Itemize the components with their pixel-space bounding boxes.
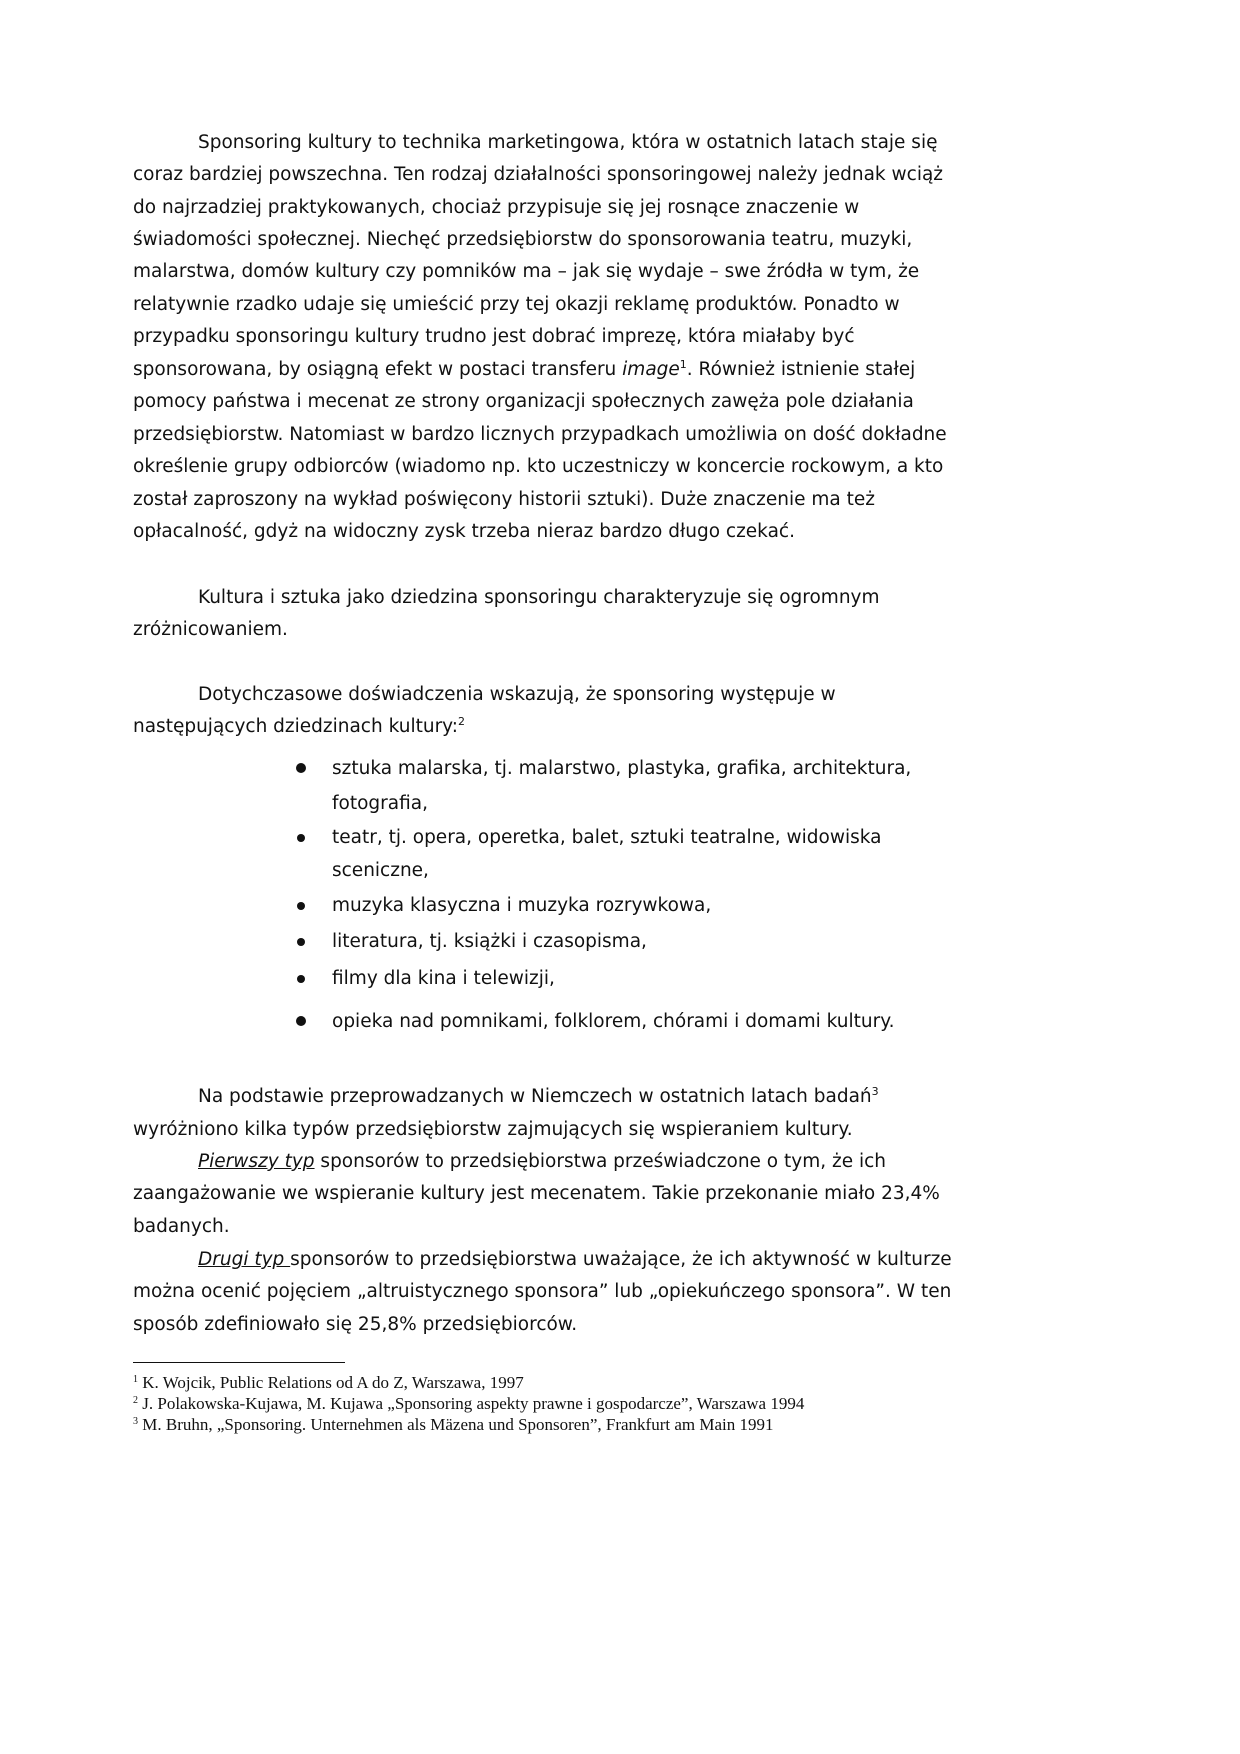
term-first-type: Pierwszy typ bbox=[198, 1151, 315, 1172]
footnote-separator bbox=[133, 1362, 345, 1363]
text-line: Kultura i sztuka jako dziedzina sponsoringu charakteryzuje się ogromnym bbox=[198, 587, 880, 608]
text-line: relatywnie rzadko udaje się umieścić przy tej okazji reklamę produktów. Ponadto w bbox=[133, 294, 900, 315]
text-line: przypadku sponsoringu kultury trudno jest dobrać imprezę, która miałaby być bbox=[133, 326, 855, 347]
text-line: badanych. bbox=[133, 1216, 230, 1237]
footnote bbox=[133, 1373, 524, 1393]
bullet-icon bbox=[297, 902, 305, 910]
footnote-text: K. Wojcik, Public Relations od A do Z, Warszawa, 1997 bbox=[138, 1373, 524, 1392]
text-line: zaangażowanie we wspieranie kultury jest mecenatem. Takie przekonanie miało 23,4% bbox=[133, 1183, 940, 1204]
text-line bbox=[198, 1151, 886, 1173]
list-item: literatura, tj. książki i czasopisma, bbox=[332, 931, 647, 952]
bullet-icon bbox=[297, 834, 305, 842]
text-line bbox=[198, 1086, 879, 1108]
text-line: malarstwa, domów kultury czy pomników ma – jak się wydaje – swe źródła w tym, że bbox=[133, 261, 920, 282]
list-item: teatr, tj. opera, operetka, balet, sztuki teatralne, widowiska bbox=[332, 827, 882, 848]
text-line: można ocenić pojęciem „altruistycznego sponsora” lub „opiekuńczego sponsora”. W ten bbox=[133, 1281, 952, 1302]
list-item-continuation: sceniczne, bbox=[332, 860, 429, 881]
text-line bbox=[198, 1249, 952, 1271]
text-line: wyróżniono kilka typów przedsiębiorstw zajmujących się wspieraniem kultury. bbox=[133, 1119, 853, 1140]
italic-term: image bbox=[622, 359, 680, 380]
text: sponsorów to przedsiębiorstwa przeświadczone o tym, że ich bbox=[314, 1151, 886, 1172]
text-line: pomocy państwa i mecenat ze strony organizacji społecznych zawęża pole działania bbox=[133, 391, 914, 412]
text-line: został zaproszony na wykład poświęcony historii sztuki). Duże znaczenie ma też bbox=[133, 489, 875, 510]
text-line: opłacalność, gdyż na widoczny zysk trzeba nieraz bardzo długo czekać. bbox=[133, 521, 795, 542]
bullet-icon bbox=[296, 1016, 306, 1026]
footnote-ref[interactable]: 1 bbox=[679, 358, 687, 371]
list-item: muzyka klasyczna i muzyka rozrywkowa, bbox=[332, 895, 712, 916]
term-second-type: Drugi typ bbox=[198, 1249, 291, 1270]
text-line: Dotychczasowe doświadczenia wskazują, że sponsoring występuje w bbox=[198, 684, 836, 705]
text: sponsorów to przedsiębiorstwa uważające, że ich aktywność w kulturze bbox=[290, 1249, 952, 1270]
footnote-text: J. Polakowska-Kujawa, M. Kujawa „Sponsoring aspekty prawne i gospodarcze”, Warszawa 1994 bbox=[138, 1394, 805, 1413]
text: . Również istnienie stałej bbox=[686, 359, 916, 380]
text-line: coraz bardziej powszechna. Ten rodzaj działalności sponsoringowej należy jednak wciąż bbox=[133, 164, 944, 185]
text-line: świadomości społecznej. Niechęć przedsiębiorstw do sponsorowania teatru, muzyki, bbox=[133, 229, 913, 250]
text-line: sposób zdefiniowało się 25,8% przedsiębiorców. bbox=[133, 1314, 578, 1335]
list-item: sztuka malarska, tj. malarstwo, plastyka, grafika, architektura, bbox=[332, 758, 912, 779]
text: następujących dziedzinach kultury: bbox=[133, 716, 459, 737]
footnote bbox=[133, 1394, 804, 1414]
text-line: przedsiębiorstw. Natomiast w bardzo licznych przypadkach umożliwia on dość dokładne bbox=[133, 424, 947, 445]
footnote-number: 1 bbox=[133, 1374, 138, 1385]
list-item: opieka nad pomnikami, folklorem, chórami i domami kultury. bbox=[332, 1011, 895, 1032]
text-line: zróżnicowaniem. bbox=[133, 619, 288, 640]
list-item: filmy dla kina i telewizji, bbox=[332, 968, 555, 989]
text: Na podstawie przeprowadzanych w Niemczech w ostatnich latach badań bbox=[198, 1086, 872, 1107]
text-line: do najrzadziej praktykowanych, chociaż przypisuje się jej rosnące znaczenie w bbox=[133, 197, 860, 218]
footnote-text: M. Bruhn, „Sponsoring. Unternehmen als Mäzena und Sponsoren”, Frankfurt am Main 1991 bbox=[138, 1415, 774, 1434]
text-line: określenie grupy odbiorców (wiadomo np. kto uczestniczy w koncercie rockowym, a kto bbox=[133, 456, 944, 477]
text-line bbox=[133, 716, 465, 738]
footnote-number: 2 bbox=[133, 1395, 138, 1406]
text-line bbox=[133, 359, 915, 381]
footnote-ref[interactable]: 3 bbox=[871, 1085, 879, 1098]
bullet-icon bbox=[297, 975, 305, 983]
text-line: Sponsoring kultury to technika marketingowa, która w ostatnich latach staje się bbox=[198, 132, 938, 153]
footnote-number: 3 bbox=[133, 1416, 138, 1427]
bullet-icon bbox=[297, 938, 305, 946]
text: sponsorowana, by osiągną efekt w postaci transferu bbox=[133, 359, 623, 380]
footnote bbox=[133, 1415, 774, 1435]
bullet-icon bbox=[296, 763, 306, 773]
footnote-ref[interactable]: 2 bbox=[458, 715, 466, 728]
list-item-continuation: fotografia, bbox=[332, 793, 428, 814]
